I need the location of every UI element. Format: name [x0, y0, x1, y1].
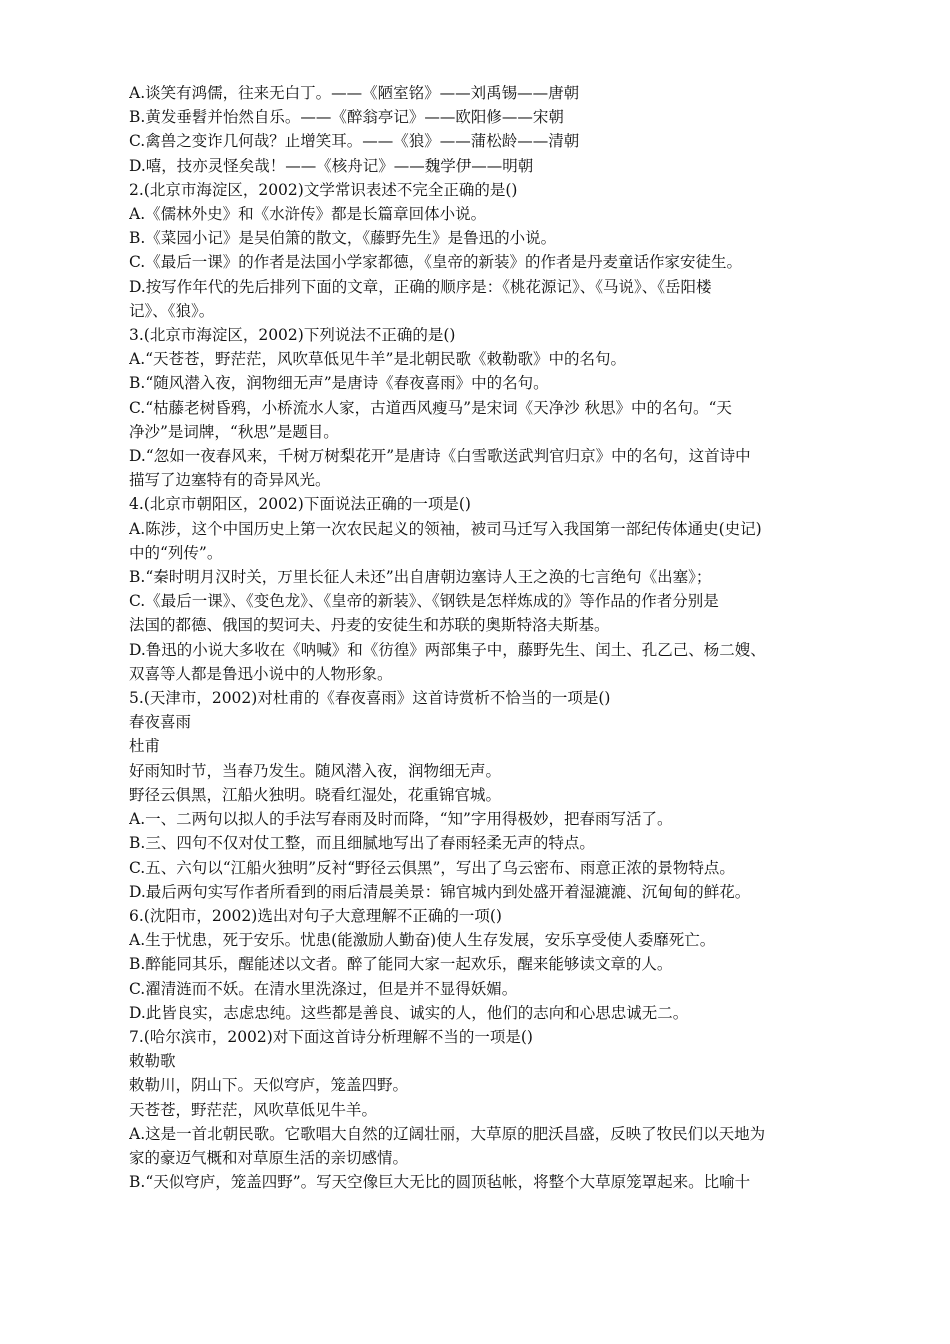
text-line: 5.(天津市，2002)对杜甫的《春夜喜雨》这首诗赏析不恰当的一项是(): [129, 689, 611, 708]
text-line: 中的“列传”。: [129, 543, 223, 562]
text-line: B.黄发垂髫并怡然自乐。——《醉翁亭记》——欧阳修——宋朝: [129, 108, 564, 127]
text-line: B.《菜园小记》是吴伯箫的散文，《藤野先生》是鲁迅的小说。: [129, 229, 557, 248]
text-line: C.《最后一课》、《变色龙》、《皇帝的新装》、《钢铁是怎样炼成的》等作品的作者分别是: [129, 592, 719, 611]
text-line: 杜甫: [129, 737, 161, 756]
text-line: C.禽兽之变诈几何哉？止增笑耳。——《狼》——蒲松龄——清朝: [129, 132, 580, 151]
text-line: D.此皆良实，志虑忠纯。这些都是善良、诚实的人，他们的志向和心思忠诚无二。: [129, 1003, 689, 1022]
text-line: A.陈涉，这个中国历史上第一次农民起义的领袖，被司马迁写入我国第一部纪传体通史(史记): [129, 519, 762, 538]
text-line: B.三、四句不仅对仗工整，而且细腻地写出了春雨轻柔无声的特点。: [129, 834, 595, 853]
text-line: C.“枯藤老树昏鸦，小桥流水人家，古道西风瘦马”是宋词《天净沙 秋思》中的名句。“天: [129, 398, 732, 417]
text-line: D.“忽如一夜春风来，千树万树梨花开”是唐诗《白雪歌送武判官归京》中的名句，这首诗中: [129, 447, 751, 466]
text-line: A.“天苍苍，野茫茫，风吹草低见牛羊”是北朝民歌《敕勒歌》中的名句。: [129, 350, 626, 369]
text-line: A.生于忧患，死于安乐。忧患(能激励人勤奋)使人生存发展，安乐享受使人委靡死亡。: [129, 931, 716, 950]
text-line: 法国的都德、俄国的契诃夫、丹麦的安徒生和苏联的奥斯特洛夫斯基。: [129, 616, 610, 635]
text-line: D.最后两句实写作者所看到的雨后清晨美景：锦官城内到处盛开着湿漉漉、沉甸甸的鲜花。: [129, 882, 751, 901]
document-page: [129, 81, 829, 1194]
text-line: 家的豪迈气概和对草原生活的亲切感情。: [129, 1148, 409, 1167]
text-line: 记》、《狼》。: [129, 301, 215, 320]
text-line: C.《最后一课》的作者是法国小学家都德，《皇帝的新装》的作者是丹麦童话作家安徒生。: [129, 253, 742, 272]
text-line: C.五、六句以“江船火独明”反衬“野径云俱黑”，写出了乌云密布、雨意正浓的景物特点。: [129, 858, 735, 877]
text-line: 描写了边塞特有的奇异风光。: [129, 471, 331, 490]
text-line: 6.(沈阳市，2002)选出对句子大意理解不正确的一项(): [129, 906, 502, 925]
text-line: 野径云俱黑，江船火独明。晓看红湿处，花重锦官城。: [129, 785, 502, 804]
text-line: A.这是一首北朝民歌。它歌唱大自然的辽阔壮丽，大草原的肥沃昌盛，反映了牧民们以天地为: [129, 1124, 766, 1143]
text-line: 好雨知时节，当春乃发生。随风潜入夜，润物细无声。: [129, 761, 502, 780]
text-line: D.嘻，技亦灵怪矣哉！——《核舟记》——魏学伊——明朝: [129, 156, 534, 175]
text-line: B.“天似穹庐，笼盖四野”。写天空像巨大无比的圆顶毡帐，将整个大草原笼罩起来。比喻十: [129, 1173, 751, 1192]
text-line: B.“随风潜入夜，润物细无声”是唐诗《春夜喜雨》中的名句。: [129, 374, 549, 393]
text-line: 双喜等人都是鲁迅小说中的人物形象。: [129, 664, 393, 683]
text-line: 净沙”是词牌，“秋思”是题目。: [129, 422, 339, 441]
text-line: C.濯清涟而不妖。在清水里洗涤过，但是并不显得妖媚。: [129, 979, 518, 998]
text-line: 天苍苍，野茫茫，风吹草低见牛羊。: [129, 1100, 378, 1119]
text-line: 敕勒川，阴山下。天似穹庐，笼盖四野。: [129, 1076, 409, 1095]
text-line: 春夜喜雨: [129, 713, 192, 732]
text-line: 3.(北京市海淀区，2002)下列说法不正确的是(): [129, 326, 456, 345]
text-line: A.谈笑有鸿儒，往来无白丁。——《陋室铭》——刘禹锡——唐朝: [129, 84, 580, 102]
text-line: 4.(北京市朝阳区，2002)下面说法正确的一项是(): [129, 495, 471, 514]
text-line: B.“秦时明月汉时关，万里长征人未还”出自唐朝边塞诗人王之涣的七言绝句《出塞》；: [129, 568, 712, 587]
text-line: 敕勒歌: [129, 1052, 176, 1071]
text-line: 7.(哈尔滨市，2002)对下面这首诗分析理解不当的一项是(): [129, 1027, 533, 1046]
text-line: A.一、二两句以拟人的手法写春雨及时而降，“知”字用得极妙，把春雨写活了。: [129, 810, 673, 829]
text-line: 2.(北京市海淀区，2002)文学常识表述不完全正确的是(): [129, 180, 518, 199]
text-line: B.醉能同其乐，醒能述以文者。醉了能同大家一起欢乐，醒来能够读文章的人。: [129, 955, 673, 974]
text-line: D.按写作年代的先后排列下面的文章，正确的顺序是：《桃花源记》、《马说》、《岳阳楼: [129, 277, 712, 296]
text-line: D.鲁迅的小说大多收在《呐喊》和《彷徨》两部集子中，藤野先生、闰土、孔乙己、杨二嫂、: [129, 640, 766, 659]
text-line: A.《儒林外史》和《水浒传》都是长篇章回体小说。: [129, 205, 487, 224]
